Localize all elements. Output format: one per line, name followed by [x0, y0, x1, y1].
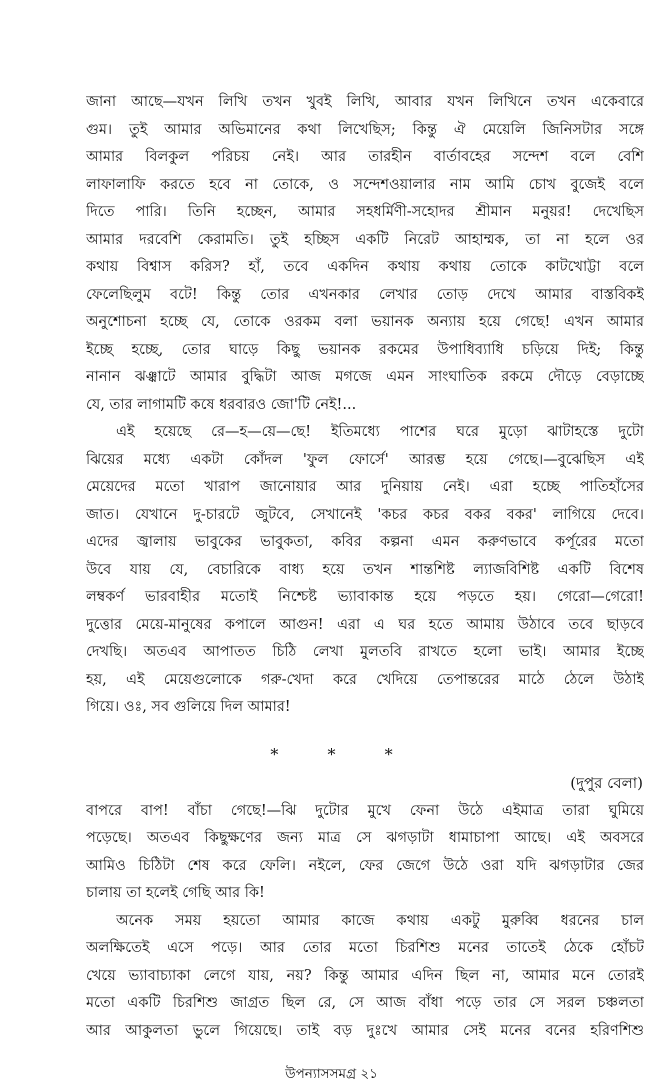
text-line: কথায় বিশ্বাস করিস? হাঁ, তবে একদিন কথায় কথায় তোকে কাটখোট্টা বলে	[86, 259, 644, 275]
text-line: আমিও চিঠিটা শেষ করে ফেলি। নইলে, ফের জেগে উঠে ওরা যদি ঝগড়াটার জের	[86, 857, 644, 874]
text-line: অনেক সময় হয়তো আমার কাজে কথায় একটু মুরুব্বি ধরনের চাল	[116, 912, 644, 929]
text-line: অনুশোচনা হচ্ছে যে, তোকে ওরকম বলা ভয়ানক অন্যায় হয়ে গেছে! এখন আমার	[86, 314, 644, 330]
text-line: আর আকুলতা ভুলে গিয়েছে। তাই বড় দুঃখে আমার সেই মনের বনের হরিণশিশু	[86, 1022, 644, 1039]
text-line: পড়েছে। অতএব কিছুক্ষণের জন্য মাত্র সে ঝগড়াটা ধামাচাপা আছে। এই অবসরে	[86, 830, 644, 846]
text-line: ঝিয়ের মধ্যে একটা কোঁদল 'ফুল ফোর্সে' আরম্ভ হয়ে গেছে।—বুঝেছিস এই	[86, 451, 644, 468]
text-line: এদের জ্বালায় ভাবুকের ভাবুকতা, কবির কল্পনা এমন করুণভাবে কর্পূরের মতো	[86, 534, 644, 550]
text-line: নানান ঝঞ্ঝাটে আমার বুদ্ধিটা আজ মগজে এমন সাংঘাতিক রকমে দৌড়ে বেড়াচ্ছে	[86, 369, 644, 385]
text-line: আমার দরবেশি কেরামতি। তুই হচ্ছিস একটি নিরেট আহাম্মক, তা না হলে ওর	[86, 231, 644, 248]
text-line: বাপরে বাপ! বাঁচা গেছে!—ঝি দুটোর মুখে ফেনা উঠে এইমাত্র তারা ঘুমিয়ে	[86, 802, 644, 819]
separator-star: *	[384, 744, 393, 764]
text-line: উবে যায় যে, বেচারিকে বাধ্য হয়ে তখন শান্তশিষ্ট ল্যাজবিশিষ্ট একটি বিশেষ	[86, 561, 644, 578]
text-line: লম্বকর্ণ ভারবাহীর মতোই নিশ্চেষ্ট ভ্যাবাকান্ত হয়ে পড়তে হয়। গেরো—গেরো!	[86, 589, 644, 605]
page-footer: উপন্যাসসমগ্র ২১	[285, 1066, 378, 1082]
text-line: মতো একটি চিরশিশু জাগ্রত ছিল রে, সে আজ বাঁধা পড়ে তার সে সরল চঞ্চলতা	[86, 995, 644, 1011]
text-line: দেখছি। অতএব আপাতত চিঠি লেখা মুলতবি রাখতে হলো ভাই। আমার ইচ্ছে	[86, 644, 644, 660]
text-line: ফেলেছিলুম বটে! কিন্তু তোর এখনকার লেখার তোড় দেখে আমার বাস্তবিকই	[86, 286, 644, 303]
text-line: ইচ্ছে হচ্ছে, তোর ঘাড়ে কিছু ভয়ানক রকমের উপাধিব্যাধি চড়িয়ে দিই; কিন্তু	[86, 341, 644, 358]
separator-star: *	[327, 744, 336, 764]
text-line: দুত্তোর মেয়ে-মানুষের কপালে আগুন! এরা এ ঘর হতে আমায় উঠাবে তবে ছাড়বে	[86, 616, 644, 633]
section-separator	[0, 745, 663, 764]
text-line: লাফালাফি করতে হবে না তোকে, ও সন্দেশওয়ালার নাম আমি চোখ বুজেই বলে	[86, 176, 644, 193]
text-line: গিয়ে। ওঃ, সব গুলিয়ে দিল আমার!	[86, 699, 291, 715]
text-line: হয়, এই মেয়েগুলোকে গরু-খেদা করে খেদিয়ে তেপান্তরের মাঠে ঠেলে উঠাই	[86, 671, 644, 688]
text-line: খেয়ে ভ্যাবাচ্যাকা লেগে যায়, নয়? কিন্তু আমার এদিন ছিল না, আমার মনে তোরই	[86, 967, 644, 984]
text-line: যে, তার লাগামটি কষে ধরবারও জো'টি নেই!...	[86, 396, 357, 413]
text-line: গুম। তুই আমার অভিমানের কথা লিখেছিস; কিন্তু ঐ মেয়েলি জিনিসটার সঙ্গে	[86, 121, 644, 138]
text-line: চালায় তা হলেই গেছি আর কি!	[86, 885, 265, 901]
text-line: জাত। যেখানে দু-চারটে জুটবে, সেখানেই 'কচর কচর বকর বকর' লাগিয়ে দেবে।	[86, 506, 644, 523]
text-line: অলক্ষিতেই এসে পড়ে। আর তোর মতো চিরশিশু মনের তাতেই ঠেকে হোঁচট	[86, 940, 644, 956]
time-note: (দুপুর বেলা)	[570, 773, 643, 792]
text-line: জানা আছে—যখন লিখি তখন খুবই লিখি, আবার যখন লিখিনে তখন একেবারে	[86, 94, 644, 110]
text-line: দিতে পারি। তিনি হচ্ছেন, আমার সহধর্মিণী-সহোদর শ্রীমান মনুয়র! দেখেছিস	[86, 204, 644, 220]
text-line: আমার বিলকুল পরিচয় নেই। আর তারহীন বার্তাবহের সন্দেশ বলে বেশি	[86, 149, 644, 165]
text-line: মেয়েদের মতো খারাপ জানোয়ার আর দুনিয়ায় নেই। এরা হচ্ছে পাতিহাঁসের	[86, 479, 644, 495]
text-line: এই হয়েছে রে—হ—য়ে—ছে! ইতিমধ্যে পাশের ঘরে মুড়ো ঝাটাহস্তে দুটো	[116, 424, 644, 440]
separator-star: *	[270, 744, 279, 764]
